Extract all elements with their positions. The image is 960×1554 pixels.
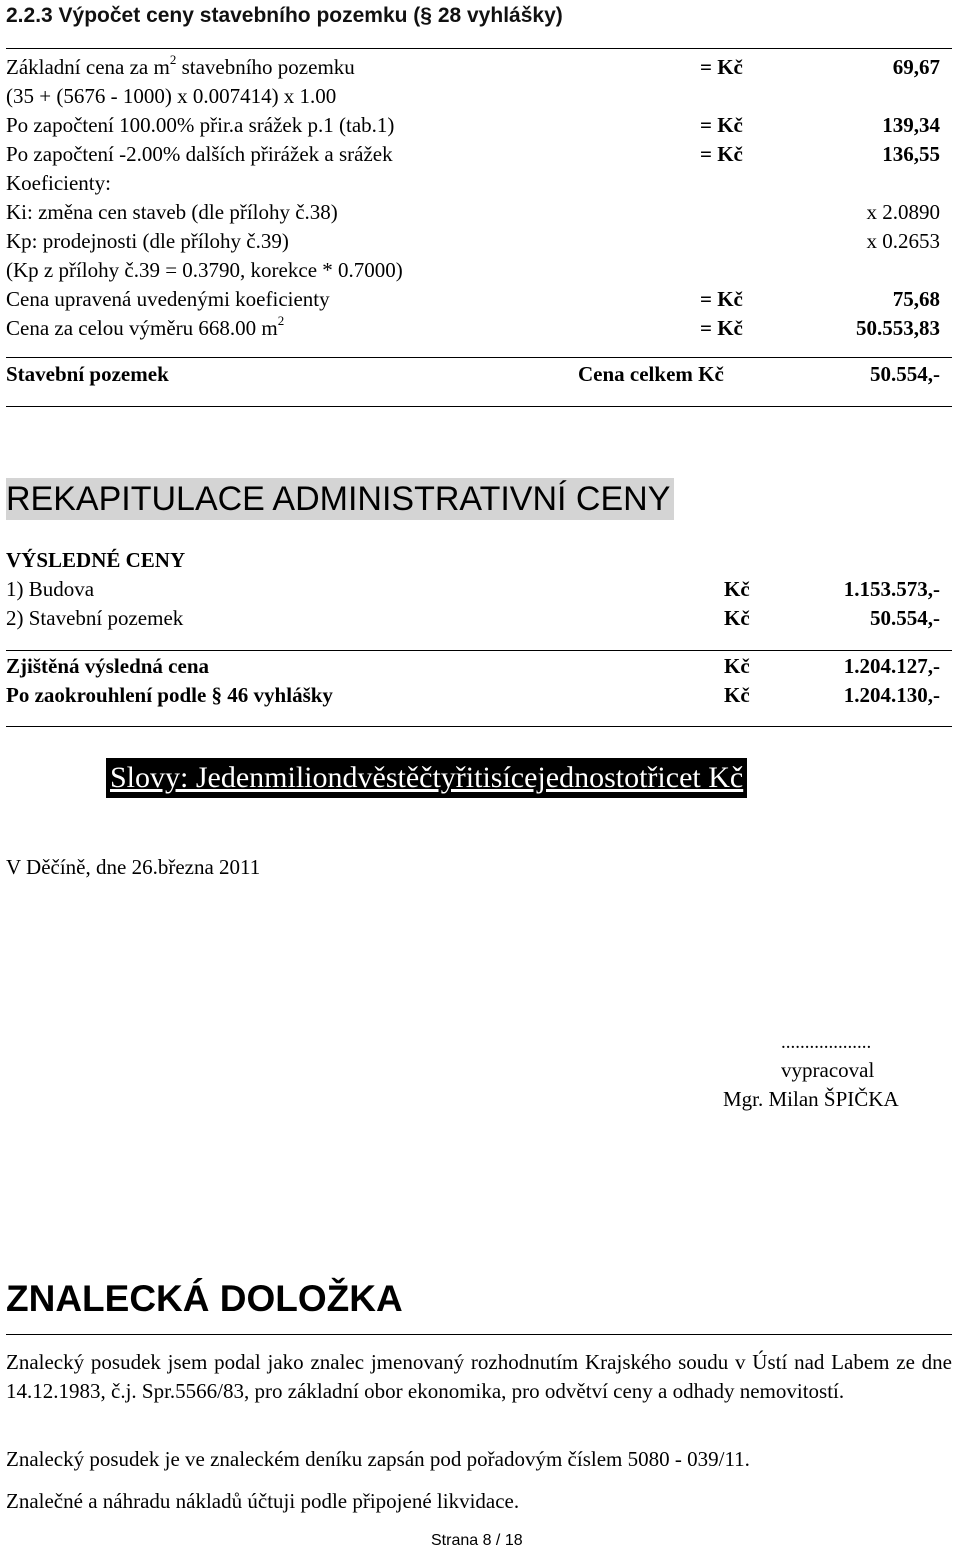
signature-dots: ................... (781, 1032, 872, 1053)
signature-role: vypracoval (781, 1058, 875, 1082)
result-row (6, 577, 940, 606)
section-heading: 2.2.3 Výpočet ceny stavebního pozemku (§ 28 vyhlášky) (6, 4, 563, 27)
recap-heading-text: REKAPITULACE ADMINISTRATIVNÍ CENY (6, 480, 671, 518)
calc-row-label-text: Ki: změna cen staveb (dle přílohy č.38) (6, 200, 338, 224)
calc-row-label-text: Cena za celou výměru 668.00 m (6, 316, 278, 340)
total-rule-top (6, 357, 952, 358)
result-value: 1.153.573,- (843, 577, 940, 601)
rounded-price-rule (6, 726, 952, 727)
calc-row-label (6, 113, 394, 138)
calc-row-currency: = Kč (700, 142, 743, 166)
calc-row (6, 313, 940, 345)
calc-row-label-suffix: stavebního pozemku (176, 55, 355, 79)
calc-row-label-text: Kp: prodejnosti (dle přílohy č.39) (6, 229, 289, 253)
rounded-price-row (6, 683, 940, 712)
recap-heading (6, 478, 674, 520)
calc-row-value: 136,55 (882, 142, 940, 166)
price-in-words-text: Slovy: Jedenmiliondvěstěčtyřitisícejednostotřicet Kč (110, 761, 744, 794)
rounded-price-label: Po zaokrouhlení podle § 46 vyhlášky (6, 683, 333, 707)
clause-heading: ZNALECKÁ DOLOŽKA (6, 1278, 403, 1319)
found-price-value: 1.204.127,- (843, 654, 940, 678)
clause-rule (6, 1334, 952, 1335)
clause-paragraph-2: Znalecký posudek je ve znaleckém deníku zapsán pod pořadovým číslem 5080 - 039/11. (6, 1447, 750, 1471)
calc-row (6, 113, 940, 142)
calc-row (6, 52, 940, 84)
heading-rule (6, 48, 952, 49)
page-footer: Strana 8 / 18 (431, 1532, 523, 1549)
result-row (6, 606, 940, 635)
calc-row-value: 75,68 (892, 287, 940, 311)
land-total-currency-label: Cena celkem Kč (578, 362, 724, 386)
price-in-words (106, 758, 747, 798)
land-total-value: 50.554,- (870, 362, 940, 386)
calc-row-currency: = Kč (700, 55, 743, 79)
found-price-currency: Kč (724, 654, 750, 678)
superscript: 2 (277, 313, 285, 328)
calc-row-label (6, 287, 330, 312)
calc-row (6, 200, 940, 229)
land-total-row (6, 362, 940, 391)
calc-row-label (6, 313, 285, 341)
calc-row-currency: = Kč (700, 113, 743, 137)
calc-row-label (6, 258, 403, 283)
calc-row (6, 229, 940, 258)
land-total-label: Stavební pozemek (6, 362, 169, 386)
results-heading: VÝSLEDNÉ CENY (6, 548, 186, 572)
calc-row-label (6, 142, 393, 167)
calc-row-label (6, 52, 355, 80)
calc-row-label (6, 229, 289, 254)
calc-row-label (6, 84, 336, 109)
calc-row-value: 50.553,83 (856, 316, 940, 340)
calc-row-label-text: Základní cena za m (6, 55, 170, 79)
calc-row-label-text: Po započtení -2.00% dalších přirážek a srážek (6, 142, 393, 166)
calc-row-label (6, 200, 338, 225)
result-currency: Kč (724, 606, 750, 630)
calc-row-label-text: Po započtení 100.00% přir.a srážek p.1 (tab.1) (6, 113, 395, 137)
total-rule-bottom (6, 406, 952, 407)
calc-row-value: x 2.0890 (866, 200, 940, 224)
calc-row-label-text: (35 + (5676 - 1000) x 0.007414) x 1.00 (6, 84, 337, 108)
calc-row-label-text: Koeficienty: (6, 171, 111, 195)
calc-row-label-text: Cena upravená uvedenými koeficienty (6, 287, 330, 311)
calc-row (6, 171, 940, 200)
calc-row-value: 139,34 (882, 113, 940, 137)
calc-row (6, 84, 940, 113)
found-price-row (6, 654, 940, 683)
rounded-price-currency: Kč (724, 683, 750, 707)
calc-row-label-text: (Kp z přílohy č.39 = 0.3790, korekce * 0.7000) (6, 258, 403, 282)
place-date: V Děčíně, dne 26.března 2011 (6, 855, 261, 879)
calc-row-currency: = Kč (700, 316, 743, 340)
calc-row (6, 258, 940, 287)
result-label: 2) Stavební pozemek (6, 606, 184, 630)
result-value: 50.554,- (870, 606, 940, 630)
calc-row (6, 287, 940, 316)
clause-paragraph-3: Znalečné a náhradu nákladů účtuji podle připojené likvidace. (6, 1489, 520, 1513)
signature-name: Mgr. Milan ŠPIČKA (723, 1087, 899, 1111)
found-price-label: Zjištěná výsledná cena (6, 654, 210, 678)
calc-row-currency: = Kč (700, 287, 743, 311)
calc-row (6, 142, 940, 171)
calc-row-value: 69,67 (892, 55, 940, 79)
calc-row-value: x 0.2653 (866, 229, 940, 253)
result-currency: Kč (724, 577, 750, 601)
results-rule (6, 650, 952, 651)
clause-paragraph-1: Znalecký posudek jsem podal jako znalec jmenovaný rozhodnutím Krajského soudu v Ústí nad Labem ze dne 14.12.1983, č.j. Spr.5566/83, pro základní obor ekonomika, pro odvětví ceny a odhady nemovitostí. (6, 1350, 952, 1403)
result-label: 1) Budova (6, 577, 95, 601)
calc-row-label (6, 171, 111, 196)
rounded-price-value: 1.204.130,- (843, 683, 940, 707)
superscript: 2 (169, 52, 177, 67)
